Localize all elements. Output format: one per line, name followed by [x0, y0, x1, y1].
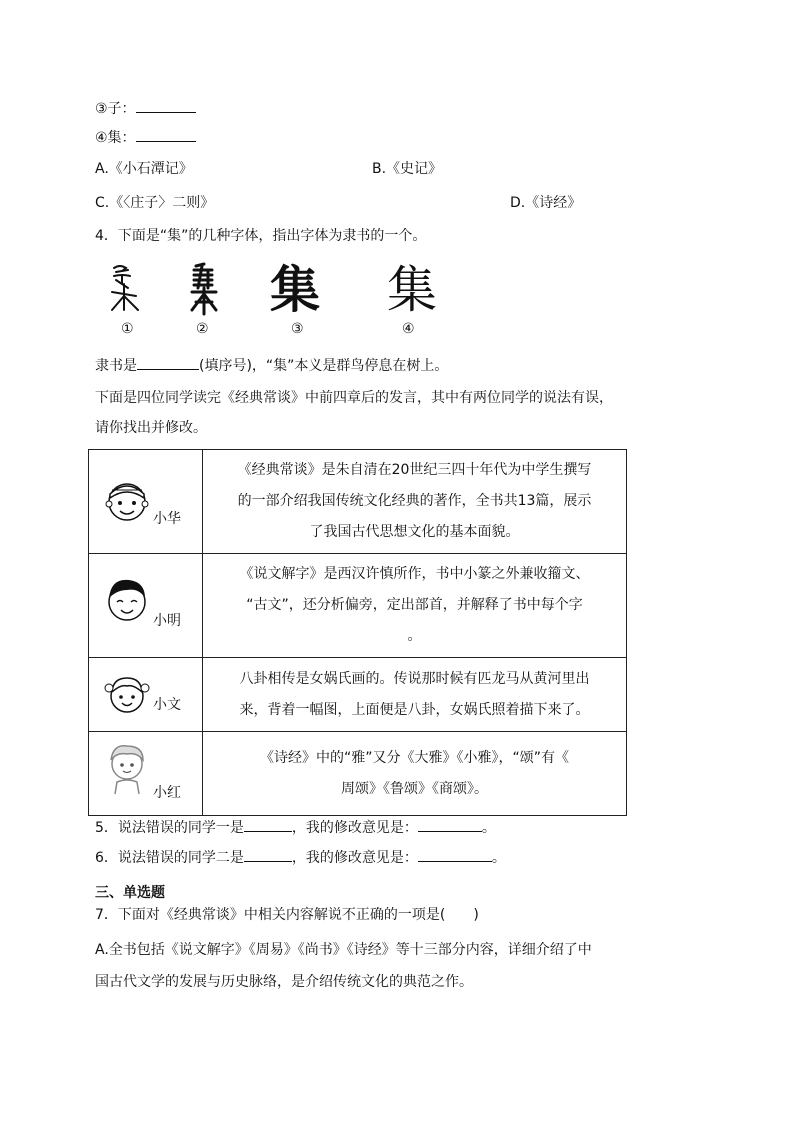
intro-line-1: 下面是四位同学读完《经典常谈》中前四章后的发言，其中有两位同学的说法有误， — [95, 390, 613, 406]
q6-prefix: 6．说法错误的同学二是 — [95, 850, 244, 866]
q7-option-a-line-2: 国古代文学的发展与历史脉络，是介绍传统文化的典范之作。 — [95, 974, 473, 990]
q5-student-blank[interactable] — [244, 817, 292, 832]
glyph-regular-script: 集 — [387, 261, 437, 319]
speaker-name: 小华 — [153, 511, 181, 527]
avatar-cell — [89, 732, 203, 816]
girl-curly-hair-avatar — [103, 740, 151, 796]
speaker-name: 小明 — [153, 613, 181, 629]
q6-student-blank[interactable] — [244, 847, 292, 862]
q6-suffix: 。 — [491, 850, 506, 866]
q5-suffix: 。 — [481, 820, 496, 836]
table-row — [89, 450, 627, 554]
item-3-blank[interactable] — [136, 98, 196, 113]
table-row — [89, 658, 627, 732]
table-row — [89, 732, 627, 816]
glyph-number-1: ① — [121, 321, 134, 337]
table-row — [89, 554, 627, 658]
q4-stem: 4．下面是“集”的几种字体，指出字体为隶书的一个。 — [95, 228, 427, 244]
speech-line: 《经典常谈》是朱自清在20世纪三四十年代为中学生撰写 — [237, 462, 592, 478]
q6-line — [95, 847, 506, 868]
option-c[interactable]: C.《〈庄子〉二则》 — [95, 195, 215, 211]
speech-text — [203, 450, 627, 554]
glyph-number-4: ④ — [402, 321, 415, 337]
q4-answer-blank[interactable] — [137, 355, 199, 370]
glyph-seal-script — [186, 262, 222, 316]
q5-prefix: 5．说法错误的同学一是 — [95, 820, 244, 836]
q6-revision-blank[interactable] — [418, 847, 492, 862]
speech-line: 《说文解字》是西汉许慎所作，书中小篆之外兼收籀文、 — [239, 566, 590, 582]
speaker-name: 小红 — [153, 785, 181, 801]
speech-line: 了我国古代思想文化的基本面貌。 — [309, 524, 520, 540]
q4-answer-prefix: 隶书是 — [95, 358, 137, 374]
speech-table — [88, 449, 627, 816]
avatar-cell — [89, 450, 203, 554]
option-a[interactable]: A.《小石潭记》 — [95, 161, 193, 177]
speech-line: 周颂》《鲁颂》《商颂》。 — [341, 780, 488, 797]
glyph-number-3: ③ — [291, 321, 304, 337]
q5-line — [95, 817, 496, 838]
q7-option-a-line-1[interactable]: A.全书包括《说文解字》《周易》《尚书》《诗经》等十三部分内容，详细介绍了中 — [95, 942, 592, 958]
speaker-name: 小文 — [153, 697, 181, 713]
boy-black-hair-avatar — [103, 572, 151, 624]
speech-line: 的一部介绍我国传统文化经典的著作，全书共13篇，展示 — [237, 493, 592, 509]
speech-text — [203, 658, 627, 732]
avatar-cell — [89, 658, 203, 732]
boy-headband-avatar — [103, 472, 151, 524]
speech-line: 八卦相传是女娲氏画的。传说那时候有匹龙马从黄河里出 — [239, 670, 590, 687]
item-3-label: ③子： — [95, 101, 136, 117]
glyph-number-2: ② — [196, 321, 209, 337]
option-d[interactable]: D.《诗经》 — [510, 195, 582, 211]
glyph-oracle-bone — [104, 262, 144, 314]
intro-line-2: 请你找出并修改。 — [95, 420, 207, 436]
q4-answer-line — [95, 355, 448, 376]
q4-answer-suffix: (填序号)，“集”本义是群鸟停息在树上。 — [199, 358, 449, 374]
item-4-label: ④集： — [95, 130, 136, 146]
avatar-cell — [89, 554, 203, 658]
option-b[interactable]: B.《史记》 — [372, 161, 443, 177]
item-4-line — [95, 127, 196, 148]
speech-line: 来，背着一幅图，上面便是八卦，女娲氏照着描下来了。 — [239, 701, 590, 718]
section-heading: 三、单选题 — [95, 885, 165, 901]
speech-line: 。 — [407, 628, 422, 644]
girl-pigtails-avatar — [103, 668, 151, 720]
q6-middle: ，我的修改意见是： — [291, 850, 418, 866]
item-4-blank[interactable] — [136, 127, 196, 142]
speech-line: 《诗经》中的“雅”又分《大雅》《小雅》，“颂”有《 — [259, 749, 569, 766]
speech-text — [203, 732, 627, 816]
speech-text — [203, 554, 627, 658]
item-3-line — [95, 98, 196, 119]
q5-middle: ，我的修改意见是： — [291, 820, 418, 836]
q7-stem: 7．下面对《经典常谈》中相关内容解说不正确的一项是( ) — [95, 907, 479, 923]
speech-line: “古文”，还分析偏旁，定出部首，并解释了书中每个字 — [246, 597, 583, 613]
glyph-clerical-script: 集 — [270, 261, 320, 319]
q5-revision-blank[interactable] — [418, 817, 482, 832]
